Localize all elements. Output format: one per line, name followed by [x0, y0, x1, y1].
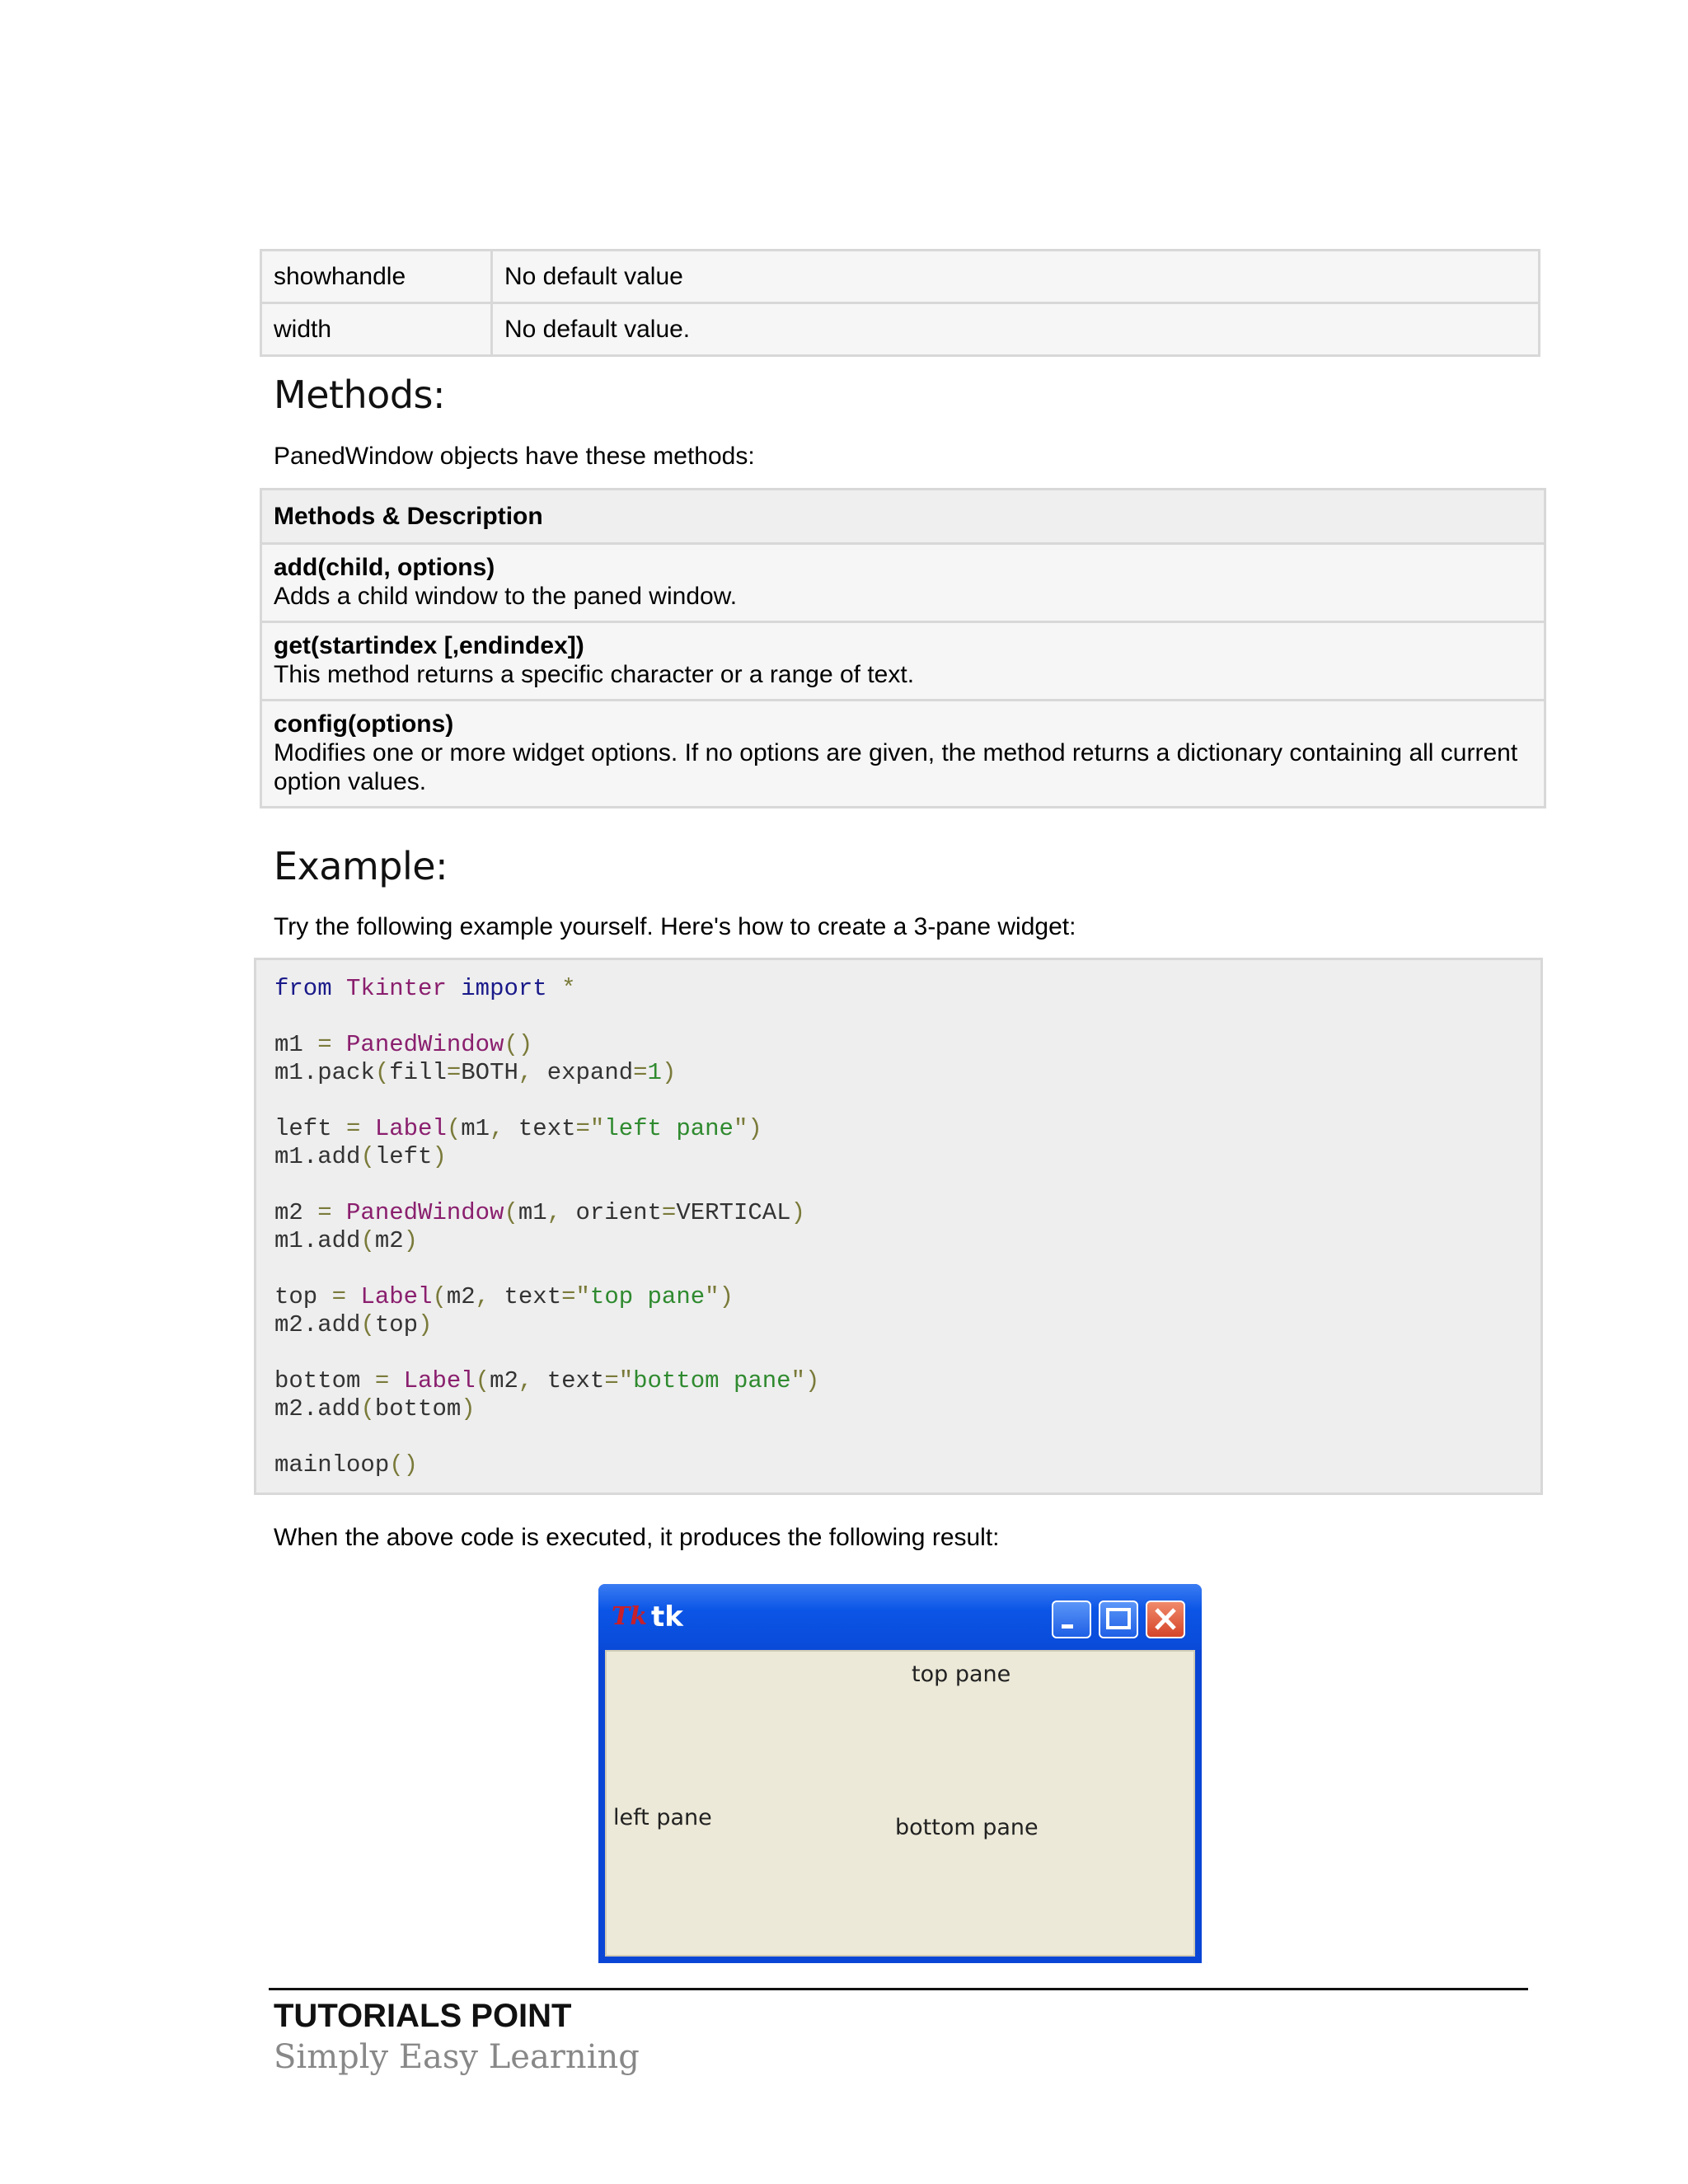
method-name: config(options): [274, 710, 454, 738]
methods-table: [260, 488, 1546, 808]
code-line: from Tkinter import *: [274, 975, 576, 1002]
code-line: [274, 1339, 1540, 1367]
footer-divider: [269, 1988, 1528, 1990]
left-pane-label: left pane: [613, 1805, 712, 1830]
code-line: m2.add(top): [274, 1311, 433, 1338]
code-line: m2.add(bottom): [274, 1395, 476, 1422]
maximize-icon: [1100, 1602, 1137, 1637]
code-line: m1.pack(fill=BOTH, expand=1): [274, 1059, 677, 1086]
close-icon: [1147, 1602, 1184, 1637]
code-line: m1 = PanedWindow(): [274, 1031, 533, 1058]
footer-tagline: Simply Easy Learning: [274, 2038, 640, 2076]
code-line: m1.add(left): [274, 1143, 447, 1170]
table-row: [261, 251, 1540, 303]
method-cell: [261, 544, 1545, 622]
option-name: width: [261, 303, 492, 356]
method-cell: [261, 622, 1545, 701]
code-line: m1.add(m2): [274, 1227, 419, 1254]
table-row: [261, 622, 1545, 701]
option-name: showhandle: [261, 251, 492, 303]
methods-heading: Methods:: [274, 373, 445, 417]
methods-table-header: Methods & Description: [261, 490, 1545, 544]
window-titlebar: [598, 1584, 1202, 1650]
methods-intro: PanedWindow objects have these methods:: [274, 443, 755, 470]
table-row: [261, 701, 1545, 808]
close-button[interactable]: [1146, 1601, 1185, 1638]
table-row: [261, 303, 1540, 356]
result-intro: When the above code is executed, it produces the following result:: [274, 1524, 1000, 1551]
minimize-icon: [1053, 1602, 1090, 1637]
code-line: m2 = PanedWindow(m1, orient=VERTICAL): [274, 1199, 805, 1226]
code-line: left = Label(m1, text="left pane"): [274, 1115, 762, 1142]
code-line: [274, 1171, 1540, 1199]
window-title: tk: [651, 1601, 683, 1633]
table-header-row: [261, 490, 1545, 544]
code-block: [254, 958, 1543, 1495]
method-name: add(child, options): [274, 554, 495, 581]
tk-logo-icon: Tk: [612, 1602, 648, 1631]
code-line: bottom = Label(m2, text="bottom pane"): [274, 1367, 820, 1394]
method-description: Modifies one or more widget options. If no options are given, the method returns a dictionary containing all current option values.: [274, 739, 1518, 795]
code-line: [274, 1087, 1540, 1115]
minimize-button[interactable]: [1052, 1601, 1091, 1638]
code-line: [274, 1423, 1540, 1451]
options-table: [260, 249, 1540, 357]
example-intro: Try the following example yourself. Here's how to create a 3-pane widget:: [274, 913, 1076, 940]
code-line: top = Label(m2, text="top pane"): [274, 1283, 734, 1310]
method-description: This method returns a specific character or a range of text.: [274, 661, 915, 688]
code-line: [274, 1255, 1540, 1283]
code-line: mainloop(): [274, 1451, 419, 1479]
top-pane-label: top pane: [912, 1661, 1011, 1687]
option-value: No default value: [492, 251, 1540, 303]
example-heading: Example:: [274, 844, 448, 888]
tk-window: [598, 1584, 1202, 1963]
code-line: [274, 1003, 1540, 1031]
maximize-button[interactable]: [1099, 1601, 1138, 1638]
bottom-pane-label: bottom pane: [895, 1815, 1039, 1840]
option-value: No default value.: [492, 303, 1540, 356]
window-client-area: [605, 1650, 1195, 1957]
method-description: Adds a child window to the paned window.: [274, 583, 738, 610]
table-row: [261, 544, 1545, 622]
method-cell: [261, 701, 1545, 808]
method-name: get(startindex [,endindex]): [274, 632, 584, 659]
footer-brand: TUTORIALS POINT: [274, 1998, 572, 2034]
